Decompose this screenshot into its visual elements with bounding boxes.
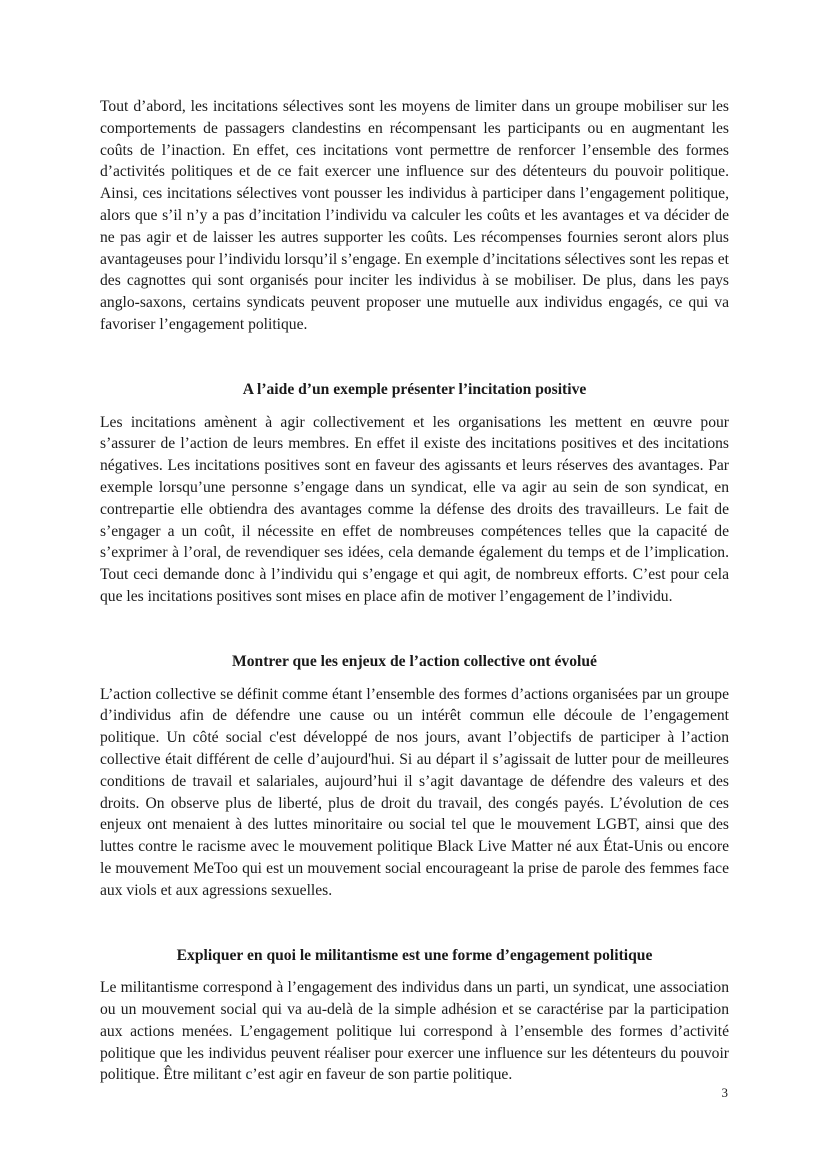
- page-number: 3: [721, 1085, 728, 1100]
- paragraph-selective-incentives: Tout d’abord, les incitations sélectives sont les moyens de limiter dans un groupe mobiliser sur les comportements de passagers clandestins en récompensant les participants ou en augmentant les coûts de l’inaction. En effet, ces incitations vont permettre de renforcer l’ensemble des formes d’activités politiques et de ce fait exercer une influence sur des détenteurs du pouvoir politique. Ainsi, ces incitations sélectives vont pousser les individus à participer dans l’engagement politique, alors que s’il n’y a pas d’incitation l’individu va calculer les coûts et les avantages et va décider de ne pas agir et de laisser les autres supporter les coûts. Les récompenses fournies seront alors plus avantageuses pour l’individu lorsqu’il s’engage. En exemple d’incitations sélectives sont les repas et des cagnottes qui sont organisés pour inciter les individus à se mobiliser. De plus, dans les pays anglo-saxons, certains syndicats peuvent proposer une mutuelle aux individus engagés, ce qui va favoriser l’engagement politique.: [100, 98, 729, 333]
- document-page: [100, 96, 729, 1086]
- paragraph-militantism: Le militantisme correspond à l’engagement des individus dans un parti, un syndicat, une association ou un mouvement social qui va au-delà de la simple adhésion et se caractérise par la participation aux actions menées. L’engagement politique lui correspond à l’ensemble des formes d’activité politique que les individus peuvent réaliser pour exercer une influence sur les détenteurs du pouvoir politique. Être militant c’est agir en faveur de son partie politique.: [100, 979, 729, 1084]
- paragraph-positive-incentive: Les incitations amènent à agir collectivement et les organisations les mettent en œuvre pour s’assurer de l’action de leurs membres. En effet il existe des incitations positives et des incitations négatives. Les incitations positives sont en faveur des agissants et leurs réserves des avantages. Par exemple lorsqu’une personne s’engage dans un syndicat, elle va agir au sein de son syndicat, en contrepartie elle obtiendra des avantages comme la défense des droits des travailleurs. Le fait de s’engager a un coût, il nécessite en effet de nombreuses compétences telles que la capacité de s’exprimer à l’oral, de revendiquer ses idées, cela demande également du temps et de l’implication. Tout ceci demande donc à l’individu qui s’engage et qui agit, de nombreux efforts. C’est pour cela que les incitations positives sont mises en place afin de motiver l’engagement de l’individu.: [100, 413, 729, 605]
- section-heading-militantism: Expliquer en quoi le militantisme est une forme d’engagement politique: [176, 946, 653, 964]
- section-heading-positive-incentive: A l’aide d’un exemple présenter l’incitation positive: [242, 380, 587, 398]
- paragraph-collective-action-stakes: L’action collective se définit comme étant l’ensemble des formes d’actions organisées par un groupe d’individus afin de défendre une cause ou un intérêt commun elle découle de l’engagement politique. Un côté social c'est développé de nos jours, avant l’objectifs de participer à l’action collective était différent de celle d’aujourd'hui. Si au départ il s’agissait de lutter pour de meilleures conditions de travail et salariales, aujourd’hui il s’agit davantage de défendre des valeurs et des droits. On observe plus de liberté, plus de droit du travail, des congés payés. L’évolution de ces enjeux ont menaient à des luttes minoritaire ou social tel que le mouvement LGBT, ainsi que des luttes contre le racisme avec le mouvement politique Black Live Matter né aux État-Unis ou encore le mouvement MeToo qui est un mouvement social encourageant la prise de parole des femmes face aux viols et aux agressions sexuelles.: [100, 685, 729, 899]
- section-heading-collective-action-stakes: Montrer que les enjeux de l’action collective ont évolué: [232, 652, 597, 670]
